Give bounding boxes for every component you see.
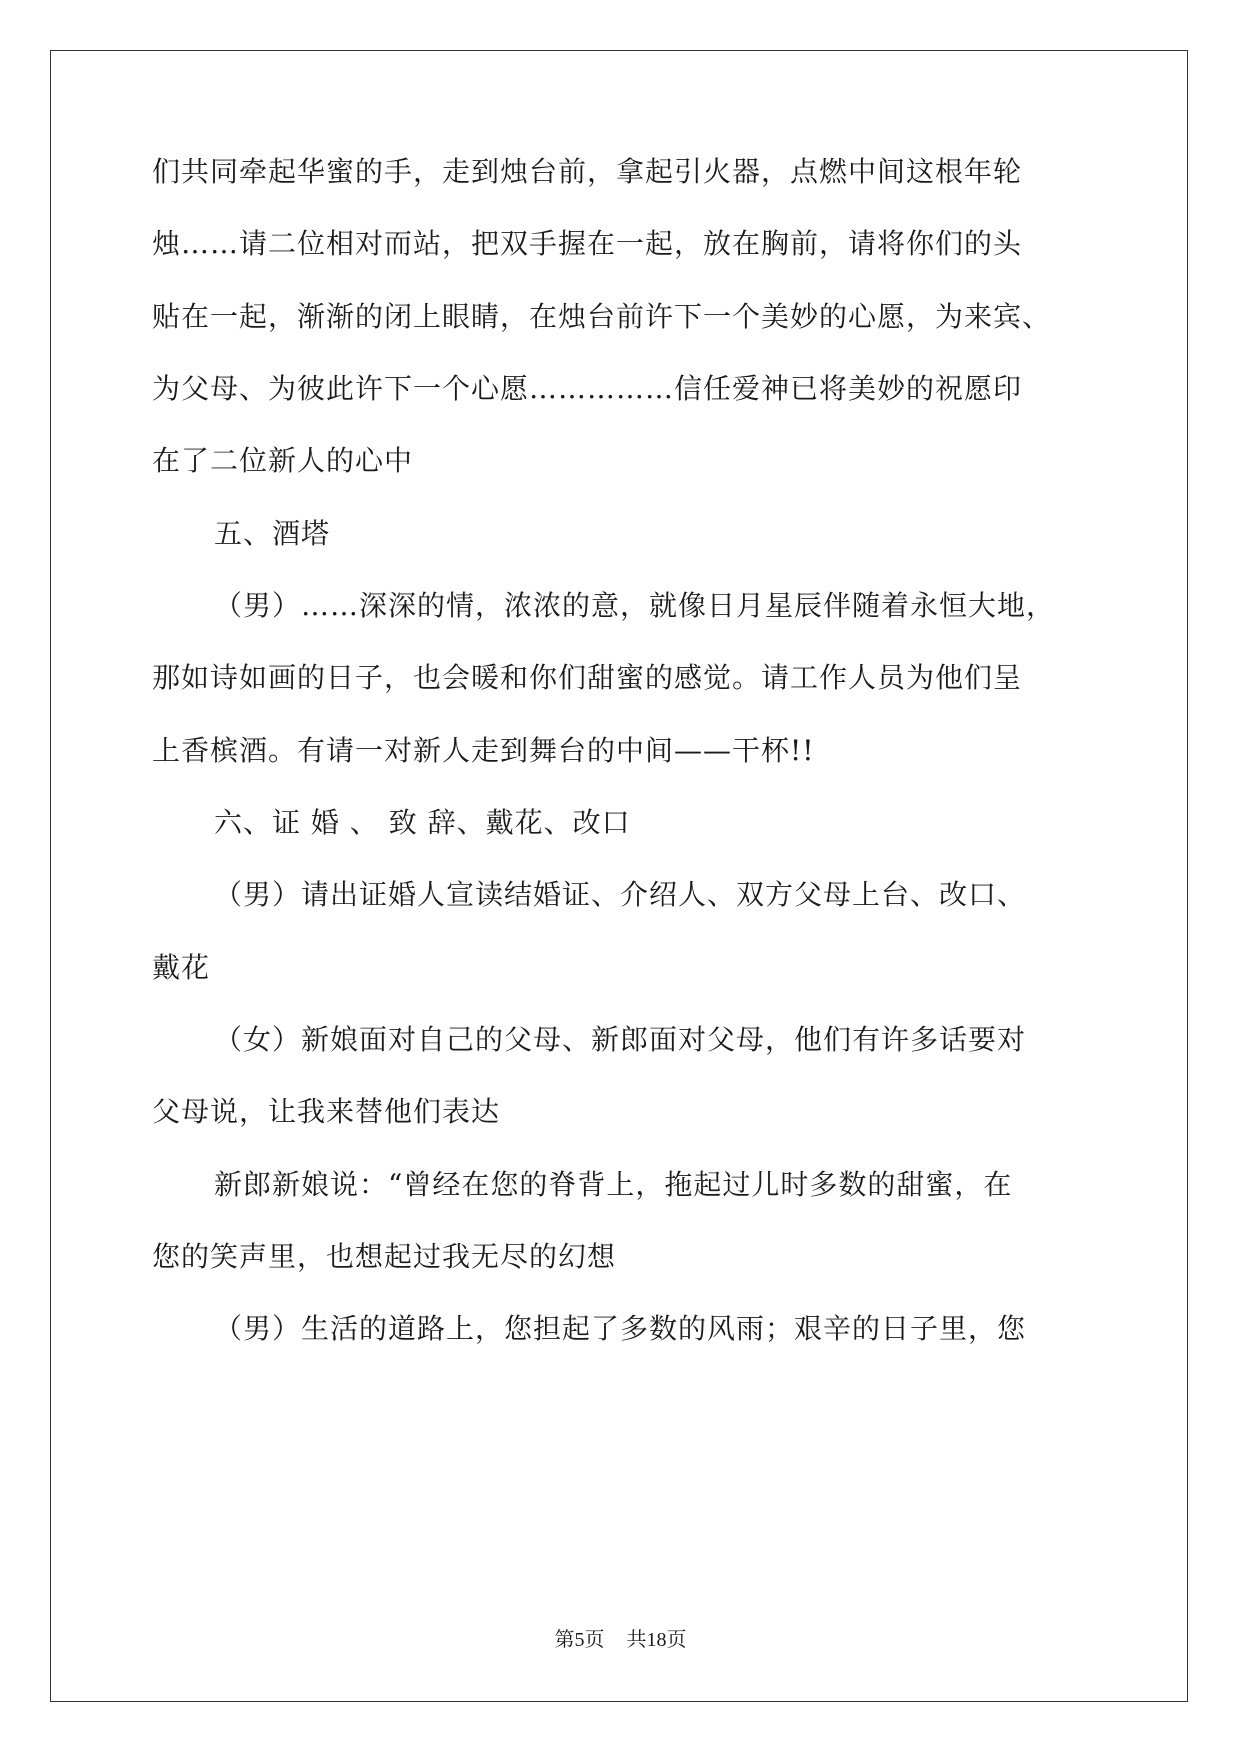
text-line: 戴花 [152, 951, 211, 984]
section-heading: 六、证 婚 、 致 辞、戴花、改口 [214, 806, 631, 839]
text-line: 新郎新娘说：“曾经在您的脊背上，拖起过儿时多数的甜蜜，在 [214, 1168, 1013, 1201]
page-number-total: 共18页 [626, 1629, 687, 1651]
text-line: 们共同牵起华蜜的手，走到烛台前，拿起引火器，点燃中间这根年轮 [152, 155, 1023, 188]
text-line: 在了二位新人的心中 [152, 444, 414, 477]
text-line: 贴在一起，渐渐的闭上眼睛，在烛台前许下一个美妙的心愿，为来宾、 [152, 300, 1052, 333]
page-footer [0, 1626, 1241, 1654]
text-line: 您的笑声里，也想起过我无尽的幻想 [152, 1240, 617, 1273]
text-line: （男）请出证婚人宣读结婚证、介绍人、双方父母上台、改口、 [214, 878, 1027, 911]
text-line: 上香槟酒。有请一对新人走到舞台的中间——干杯!! [152, 734, 815, 767]
text-line: 烛……请二位相对而站，把双手握在一起，放在胸前，请将你们的头 [152, 227, 1023, 260]
text-line: （男）……深深的情，浓浓的意，就像日月星辰伴随着永恒大地， [214, 589, 1056, 622]
text-line: 父母说，让我来替他们表达 [152, 1095, 501, 1128]
text-line: （女）新娘面对自己的父母、新郎面对父母，他们有许多话要对 [214, 1023, 1027, 1056]
text-line: 为父母、为彼此许下一个心愿……………信任爱神已将美妙的祝愿印 [152, 372, 1023, 405]
page-number-current: 第5页 [554, 1629, 605, 1651]
section-heading: 五、酒塔 [214, 517, 331, 550]
text-line: 那如诗如画的日子，也会暖和你们甜蜜的感觉。请工作人员为他们呈 [152, 661, 1023, 694]
text-line: （男）生活的道路上，您担起了多数的风雨；艰辛的日子里，您 [214, 1312, 1027, 1345]
